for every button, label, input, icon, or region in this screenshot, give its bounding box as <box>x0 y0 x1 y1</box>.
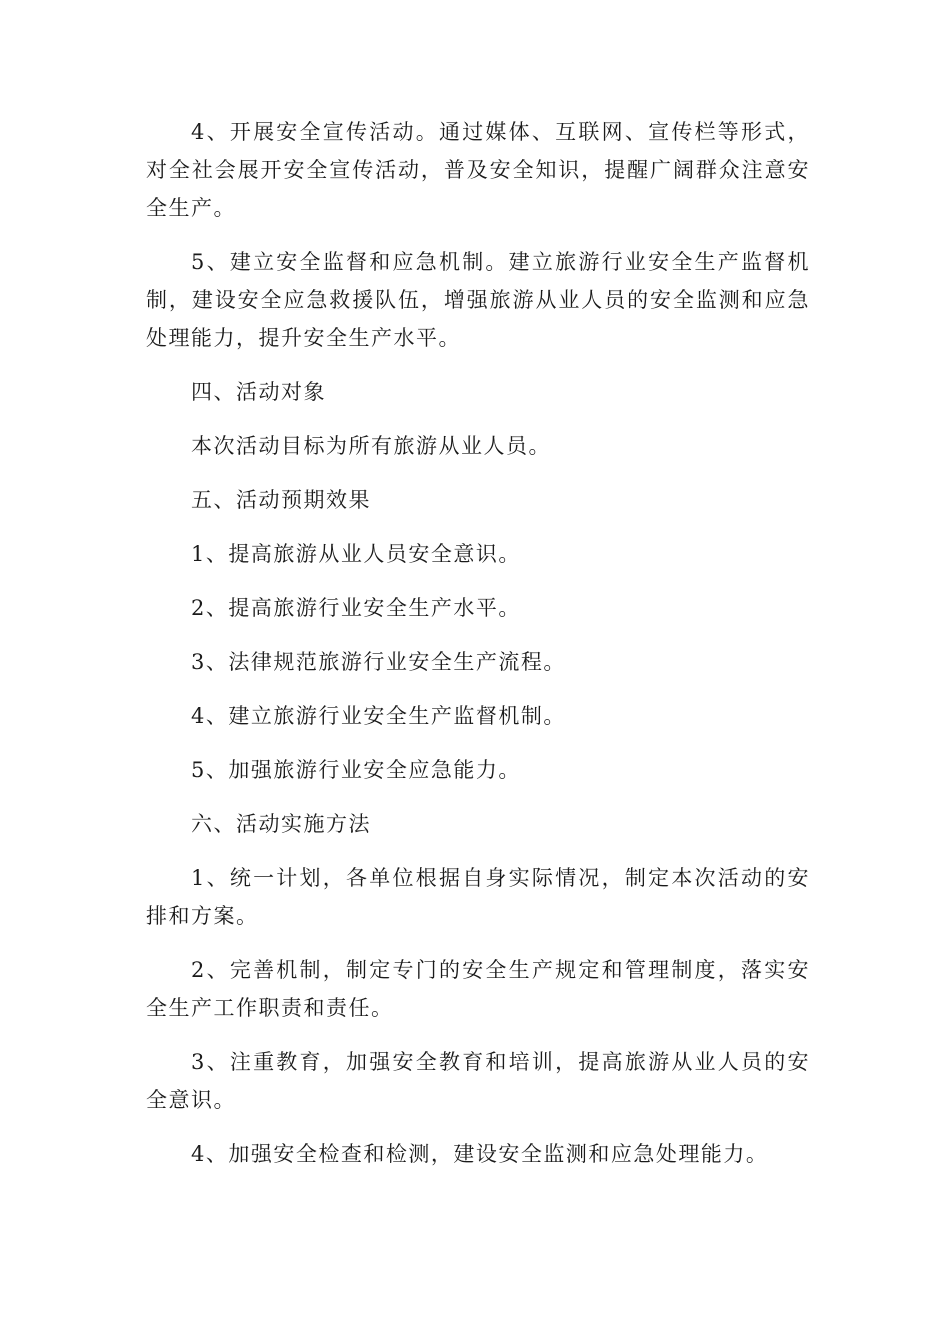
section-heading-implementation-methods: 六、活动实施方法 <box>191 812 371 836</box>
paragraph-supervision-mechanism: 5、建立安全监督和应急机制。建立旅游行业安全生产监督机制，建设安全应急救援队伍，增强旅游从业人员的安全监测和应急处理能力，提升安全生产水平。 <box>146 250 810 350</box>
list-item-method-4: 4、加强安全检查和检测，建设安全监测和应急处理能力。 <box>191 1142 769 1166</box>
list-item-effect-2: 2、提高旅游行业安全生产水平。 <box>191 596 521 620</box>
list-item-method-3: 3、注重教育，加强安全教育和培训，提高旅游从业人员的安全意识。 <box>146 1050 810 1112</box>
paragraph-activity-target: 本次活动目标为所有旅游从业人员。 <box>191 434 551 458</box>
list-item-effect-3: 3、法律规范旅游行业安全生产流程。 <box>191 650 566 674</box>
document-body <box>146 113 810 1173</box>
paragraph-publicity-activity: 4、开展安全宣传活动。通过媒体、互联网、宣传栏等形式，对全社会展开安全宣传活动，普及安全知识，提醒广阔群众注意安全生产。 <box>146 120 810 220</box>
section-heading-expected-effects: 五、活动预期效果 <box>191 488 371 512</box>
list-item-effect-1: 1、提高旅游从业人员安全意识。 <box>191 542 521 566</box>
list-item-method-1: 1、统一计划，各单位根据自身实际情况，制定本次活动的安排和方案。 <box>146 866 810 928</box>
list-item-effect-5: 5、加强旅游行业安全应急能力。 <box>191 758 521 782</box>
list-item-effect-4: 4、建立旅游行业安全生产监督机制。 <box>191 704 566 728</box>
list-item-method-2: 2、完善机制，制定专门的安全生产规定和管理制度，落实安全生产工作职责和责任。 <box>146 958 810 1020</box>
section-heading-activity-target: 四、活动对象 <box>191 380 326 404</box>
